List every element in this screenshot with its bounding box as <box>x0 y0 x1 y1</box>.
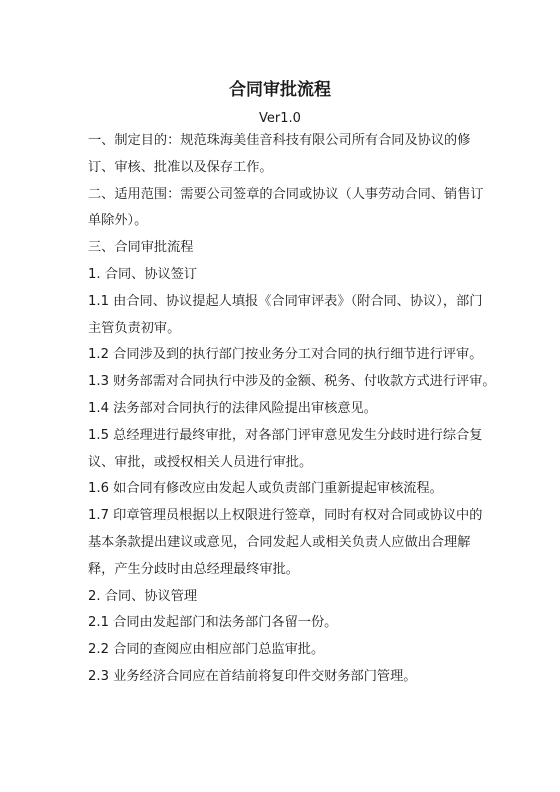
body-line: 释，产生分歧时由总经理最终审批。 <box>88 561 299 577</box>
body-line: 1.7 印章管理员根据以上权限进行签章，同时有权对合同或协议中的 <box>88 508 483 524</box>
body-line: 1.6 如合同有修改应由发起人或负责部门重新提起审核流程。 <box>88 481 443 497</box>
subsection-heading: 1. 合同、协议签订 <box>88 266 198 282</box>
body-line: 订、审核、批准以及保存工作。 <box>88 159 273 175</box>
body-line: 一、制定目的：规范珠海美佳音科技有限公司所有合同及协议的修 <box>88 133 471 148</box>
body-line: 1.4 法务部对合同执行的法律风险提出审核意见。 <box>88 400 377 416</box>
document-body <box>88 128 496 691</box>
subsection-heading: 2. 合同、协议管理 <box>88 588 198 604</box>
body-line: 2.3 业务经济合同应在首结前将复印件交财务部门管理。 <box>88 668 417 684</box>
body-line: 2.1 合同由发起部门和法务部门各留一份。 <box>88 615 338 631</box>
body-line: 基本条款提出建议或意见，合同发起人或相关负责人应做出合理解 <box>88 534 471 550</box>
body-line: 1.5 总经理进行最终审批，对各部门评审意见发生分歧时进行综合复 <box>88 427 483 443</box>
section-heading: 三、合同审批流程 <box>88 240 194 256</box>
body-line: 2.2 合同的查阅应由相应部门总监审批。 <box>88 642 325 658</box>
body-line: 议、审批，或授权相关人员进行审批。 <box>88 454 313 470</box>
version-label: Ver1.0 <box>259 111 301 126</box>
document-title: 合同审批流程 <box>229 80 331 100</box>
body-line: 二、适用范围：需要公司签章的合同或协议（人事劳动合同、销售订 <box>88 186 484 202</box>
body-line: 1.2 合同涉及到的执行部门按业务分工对合同的执行细节进行评审。 <box>88 347 483 363</box>
body-line: 1.1 由合同、协议提起人填报《合同审评表》（附合同、协议），部门 <box>88 293 483 309</box>
body-line: 单除外）。 <box>88 213 148 229</box>
body-line: 1.3 财务部需对合同执行中涉及的金额、税务、付收款方式进行评审。 <box>88 374 496 390</box>
body-line: 主管负责初审。 <box>88 320 181 336</box>
